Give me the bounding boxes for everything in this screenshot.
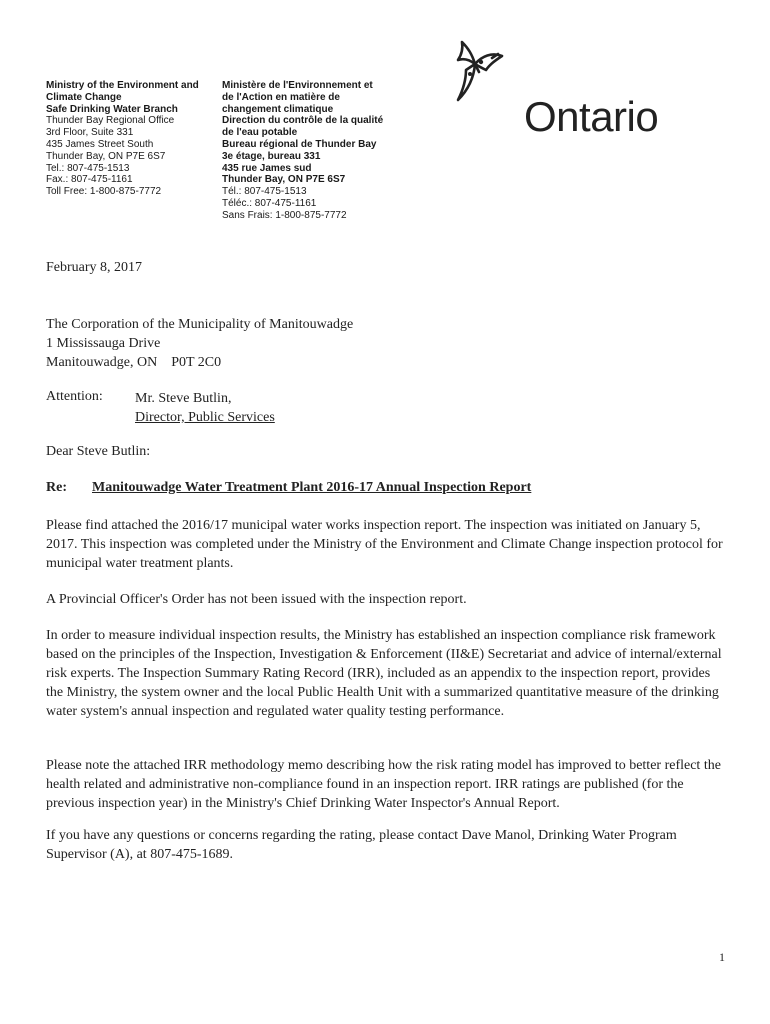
address-line: The Corporation of the Municipality of Manitouwadge bbox=[46, 317, 354, 332]
letterhead-line: Thunder Bay, ON P7E 6S7 bbox=[222, 174, 346, 186]
re-subject: Manitouwadge Water Treatment Plant 2016-17 Annual Inspection Report bbox=[92, 480, 532, 495]
letterhead-line: Tel.: 807-475-1513 bbox=[46, 162, 130, 174]
ontario-logo bbox=[448, 34, 678, 140]
letter-date: February 8, 2017 bbox=[46, 260, 143, 275]
letterhead-line: Climate Change bbox=[46, 91, 122, 103]
letterhead-line: 3e étage, bureau 331 bbox=[222, 150, 321, 162]
address-line: Manitouwadge, ON P0T 2C0 bbox=[46, 355, 222, 370]
letterhead-line: de l'Action en matière de bbox=[222, 91, 340, 103]
letterhead-line: Thunder Bay, ON P7E 6S7 bbox=[46, 150, 166, 162]
recipient-address bbox=[46, 315, 353, 372]
body-paragraph: A Provincial Officer's Order has not been issued with the inspection report. bbox=[46, 592, 467, 607]
letterhead-line: 435 rue James sud bbox=[222, 162, 312, 174]
letterhead-line: Sans Frais: 1-800-875-7772 bbox=[222, 209, 347, 221]
body-paragraph: If you have any questions or concerns regarding the rating, please contact Dave Manol, Drinking Water Program Supervisor (A), at 807-475-1689. bbox=[46, 828, 677, 862]
body-paragraph: Please find attached the 2016/17 municipal water works inspection report. The inspection was initiated on January 5, 2017. This inspection was completed under the Ministry of the Environment and Climate Change inspection protocol for municipal water treatment plants. bbox=[46, 518, 723, 571]
letterhead-line: 3rd Floor, Suite 331 bbox=[46, 127, 134, 139]
ontario-wordmark: Ontario bbox=[524, 93, 659, 140]
letterhead-line: changement climatique bbox=[222, 103, 334, 115]
attention-title: Director, Public Services bbox=[135, 410, 275, 425]
attention-block bbox=[135, 389, 275, 427]
letterhead-french bbox=[222, 80, 422, 222]
body-paragraph: In order to measure individual inspection results, the Ministry has established an inspection compliance risk framework based on the principles of the Inspection, Investigation & Enforcement (II&E) Secretariat and advice of internal/external risk experts. The Inspection Summary Rating Record (IRR), included as an appendix to the inspection report, provides the Ministry, the system owner and the local Public Health Unit with a summarized quantitative measure of the drinking water system's annual inspection and regulated water quality testing performance. bbox=[46, 628, 722, 719]
letterhead-line: Ministère de l'Environnement et bbox=[222, 80, 373, 91]
attention-label: Attention: bbox=[46, 389, 103, 404]
letterhead-english bbox=[46, 80, 216, 198]
address-line: 1 Mississauga Drive bbox=[46, 336, 161, 351]
letterhead-line: 435 James Street South bbox=[46, 138, 154, 150]
letterhead-line: Tél.: 807-475-1513 bbox=[222, 186, 307, 198]
letterhead-line: Thunder Bay Regional Office bbox=[46, 115, 175, 127]
attention-name: Mr. Steve Butlin, bbox=[135, 391, 232, 406]
re-label: Re: bbox=[46, 480, 67, 495]
letterhead-line: Safe Drinking Water Branch bbox=[46, 103, 178, 115]
letterhead-line: Toll Free: 1-800-875-7772 bbox=[46, 186, 162, 198]
letterhead-line: Fax.: 807-475-1161 bbox=[46, 174, 133, 186]
letterhead-line: Direction du contrôle de la qualité bbox=[222, 115, 384, 127]
page-number: 1 bbox=[719, 950, 725, 964]
trillium-logo-icon bbox=[448, 34, 528, 114]
salutation: Dear Steve Butlin: bbox=[46, 444, 151, 459]
letterhead-line: Bureau régional de Thunder Bay bbox=[222, 138, 377, 150]
letterhead-line: Téléc.: 807-475-1161 bbox=[222, 197, 317, 209]
letterhead-line: de l'eau potable bbox=[222, 127, 298, 139]
letterhead-line: Ministry of the Environment and bbox=[46, 80, 199, 91]
body-paragraph: Please note the attached IRR methodology memo describing how the risk rating model has improved to better reflect the health related and administrative non-compliance found in an inspection report. IRR ratings are published (for the previous inspection year) in the Ministry's Chief Drinking Water Inspector's Annual Report. bbox=[46, 758, 721, 811]
